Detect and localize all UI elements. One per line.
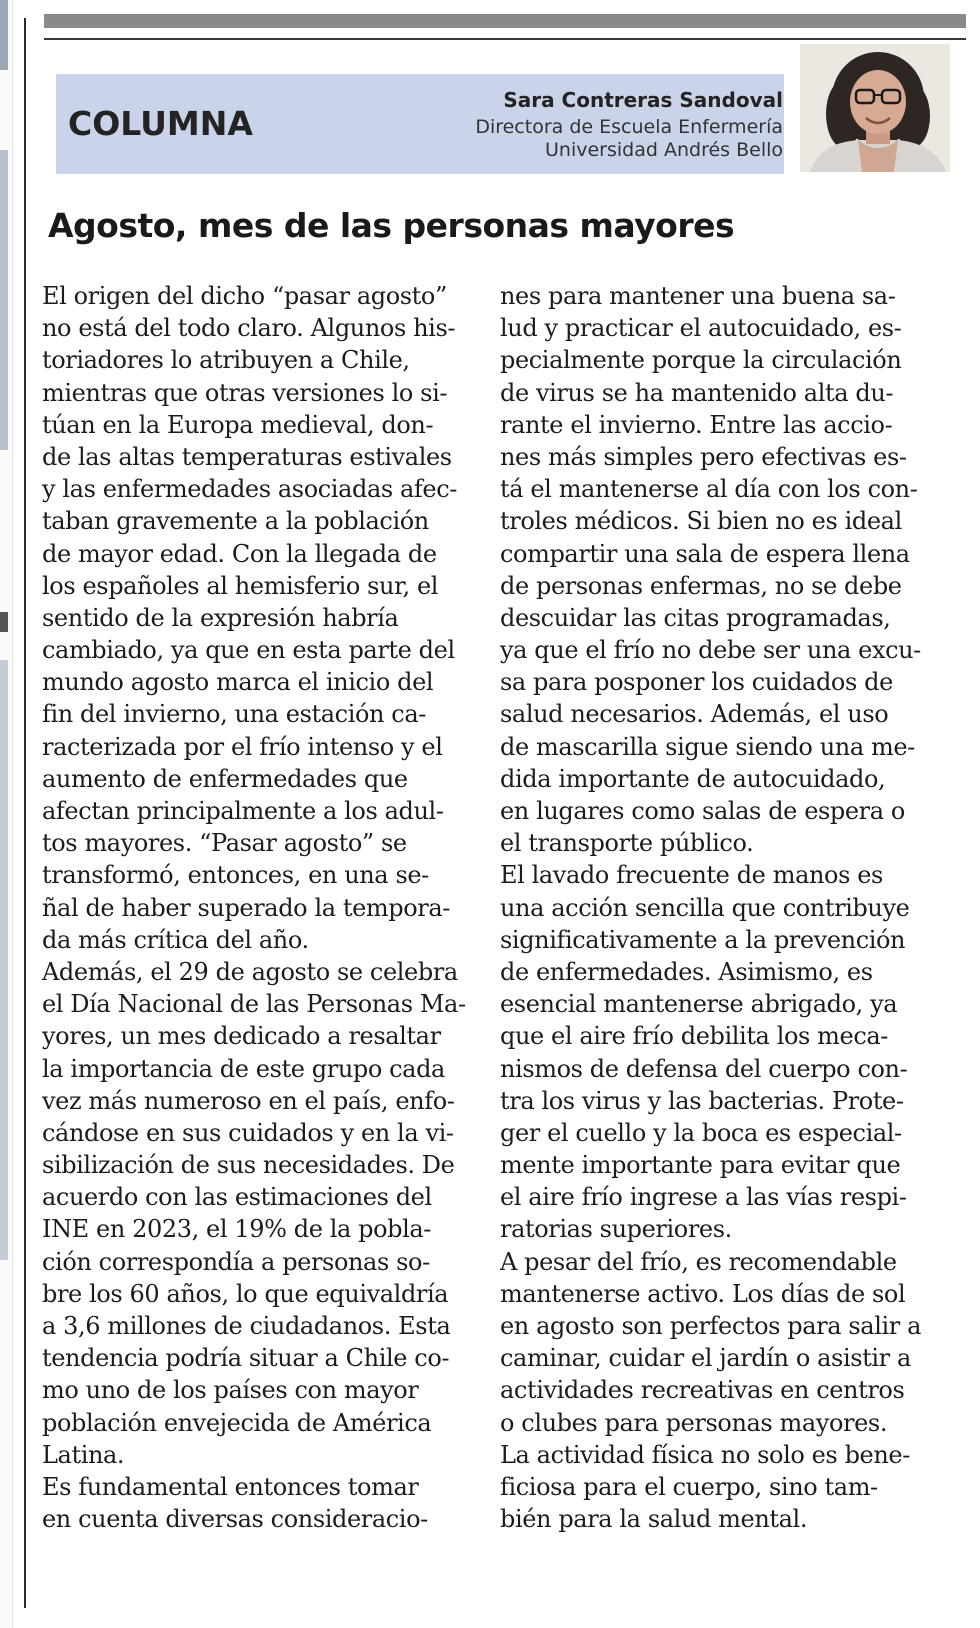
- article-text-line: que el aire frío debilita los meca-: [500, 1022, 888, 1051]
- article-text-line: de las altas temperaturas estivales: [42, 442, 452, 471]
- article-text-line: vez más numeroso en el país, enfo-: [42, 1086, 455, 1115]
- article-text-line: el Día Nacional de las Personas Ma-: [42, 990, 466, 1019]
- article-text-line: bre los 60 años, lo que equivaldría: [42, 1279, 449, 1308]
- article-text-line: de virus se ha mantenido alta du-: [500, 378, 894, 407]
- article-text-line: de personas enfermas, no se debe: [500, 571, 902, 600]
- article-text-line: nes para mantener una buena sa-: [500, 282, 896, 310]
- article-text-line: población envejecida de América: [42, 1408, 432, 1437]
- article-text-line: de mascarilla sigue siendo una me-: [500, 732, 915, 761]
- top-rule-thin: [44, 38, 966, 40]
- article-text-line: significativamente a la prevención: [500, 925, 906, 954]
- article-text-line: lud y practicar el autocuidado, es-: [500, 314, 902, 343]
- article-right-column: [500, 280, 930, 1535]
- article-text-line: ción correspondía a personas so-: [42, 1247, 430, 1276]
- edge-mark-small: [0, 612, 8, 632]
- article-text-line: mientras que otras versiones lo si-: [42, 378, 448, 407]
- article-text-line: cambiado, ya que en esta parte del: [42, 636, 455, 665]
- article-text-line: troles médicos. Si bien no es ideal: [500, 507, 902, 536]
- article-text-line: o clubes para personas mayores.: [500, 1408, 888, 1437]
- article-text-line: da más crítica del año.: [42, 925, 309, 954]
- section-label: COLUMNA: [68, 104, 253, 143]
- article-text-line: salud necesarios. Además, el uso: [500, 700, 889, 729]
- article-text-line: rante el invierno. Entre las accio-: [500, 410, 893, 439]
- article-text-line: túan en la Europa medieval, don-: [42, 410, 434, 439]
- article-text-line: el transporte público.: [500, 829, 754, 858]
- author-title: Directora de Escuela Enfermería: [475, 116, 783, 138]
- article-text-line: taban gravemente a la población: [42, 507, 429, 536]
- article-text-line: sa para posponer los cuidados de: [500, 668, 893, 697]
- article-text-line: ya que el frío no debe ser una excu-: [500, 636, 921, 665]
- article-text-line: fin del invierno, una estación ca-: [42, 700, 426, 729]
- article-text-line: ñal de haber superado la tempora-: [42, 893, 450, 922]
- author-name: Sara Contreras Sandoval: [503, 88, 783, 112]
- article-text-line: el aire frío ingrese a las vías respi-: [500, 1183, 907, 1212]
- article-text-line: mente importante para evitar que: [500, 1151, 901, 1180]
- article-text-line: descuidar las citas programadas,: [500, 603, 891, 632]
- edge-mark-top: [0, 0, 8, 70]
- article-headline: Agosto, mes de las personas mayores: [48, 206, 735, 245]
- article-text-line: nes más simples pero efectivas es-: [500, 442, 907, 471]
- article-text-line: Además, el 29 de agosto se celebra: [42, 957, 458, 986]
- article-text-line: los españoles al hemisferio sur, el: [42, 571, 439, 600]
- article-text-line: caminar, cuidar el jardín o asistir a: [500, 1344, 911, 1373]
- article-text-line: racterizada por el frío intenso y el: [42, 732, 443, 761]
- article-text-line: actividades recreativas en centros: [500, 1376, 905, 1405]
- author-portrait-image: [800, 44, 950, 172]
- edge-mark-lower: [0, 660, 8, 1260]
- article-text-line: yores, un mes dedicado a resaltar: [42, 1022, 441, 1051]
- article-text-line: mo uno de los países con mayor: [42, 1376, 419, 1405]
- article-text-line: sentido de la expresión habría: [42, 603, 399, 632]
- article-text-line: tos mayores. “Pasar agosto” se: [42, 829, 407, 858]
- article-left-column: [42, 280, 472, 1535]
- article-text-line: El lavado frecuente de manos es: [500, 861, 883, 890]
- article-text-line: a 3,6 millones de ciudadanos. Esta: [42, 1312, 451, 1340]
- article-text-line: aumento de enfermedades que: [42, 764, 408, 793]
- article-text-line: tá el mantenerse al día con los con-: [500, 475, 918, 504]
- article-text-line: toriadores lo atribuyen a Chile,: [42, 346, 410, 375]
- article-text-line: la importancia de este grupo cada: [42, 1054, 445, 1083]
- article-text-line: una acción sencilla que contribuye: [500, 893, 910, 922]
- article-text-line: La actividad física no solo es bene-: [500, 1440, 910, 1469]
- article-text-line: transformó, entonces, en una se-: [42, 861, 429, 890]
- article-text-line: sibilización de sus necesidades. De: [42, 1151, 455, 1180]
- article-text-line: y las enfermedades asociadas afec-: [42, 475, 457, 504]
- author-role: [475, 116, 783, 162]
- article-text-line: en agosto son perfectos para salir a: [500, 1312, 921, 1340]
- article-text-line: de mayor edad. Con la llegada de: [42, 539, 437, 568]
- author-institution: Universidad Andrés Bello: [545, 139, 783, 161]
- article-text-line: mantenerse activo. Los días de sol: [500, 1279, 906, 1308]
- article-text-line: en cuenta diversas consideracio-: [42, 1505, 428, 1534]
- article-text-line: dida importante de autocuidado,: [500, 764, 886, 793]
- article-text-line: ratorias superiores.: [500, 1215, 732, 1244]
- article-text-line: afectan principalmente a los adul-: [42, 797, 444, 825]
- top-rule: [44, 14, 966, 28]
- article-text-line: ficiosa para el cuerpo, sino tam-: [500, 1472, 878, 1501]
- article-text-line: bién para la salud mental.: [500, 1505, 808, 1534]
- article-text-line: cándose en sus cuidados y en la vi-: [42, 1118, 454, 1147]
- article-text-line: El origen del dicho “pasar agosto”: [42, 282, 447, 310]
- article-text-line: pecialmente porque la circulación: [500, 346, 902, 375]
- article-text-line: no está del todo claro. Algunos his-: [42, 314, 456, 343]
- article-text-line: tra los virus y las bacterias. Prote-: [500, 1086, 904, 1115]
- article-text-line: ger el cuello y la boca es especial-: [500, 1118, 902, 1147]
- article-text-line: compartir una sala de espera llena: [500, 539, 910, 568]
- article-text-line: de enfermedades. Asimismo, es: [500, 957, 873, 986]
- article-text-line: Latina.: [42, 1440, 125, 1469]
- author-photo: [800, 44, 950, 172]
- article-text-line: tendencia podría situar a Chile co-: [42, 1344, 450, 1373]
- article-text-line: Es fundamental entonces tomar: [42, 1472, 419, 1501]
- edge-mark-middle: [0, 150, 8, 450]
- article-text-line: A pesar del frío, es recomendable: [500, 1247, 897, 1276]
- article-text-line: mundo agosto marca el inicio del: [42, 668, 434, 697]
- article-text-line: nismos de defensa del cuerpo con-: [500, 1054, 908, 1083]
- article-text-line: en lugares como salas de espera o: [500, 797, 905, 825]
- column-divider-rule: [24, 18, 26, 1608]
- article-text-line: acuerdo con las estimaciones del: [42, 1183, 432, 1212]
- article-text-line: INE en 2023, el 19% de la pobla-: [42, 1215, 432, 1244]
- article-text-line: esencial mantenerse abrigado, ya: [500, 990, 898, 1019]
